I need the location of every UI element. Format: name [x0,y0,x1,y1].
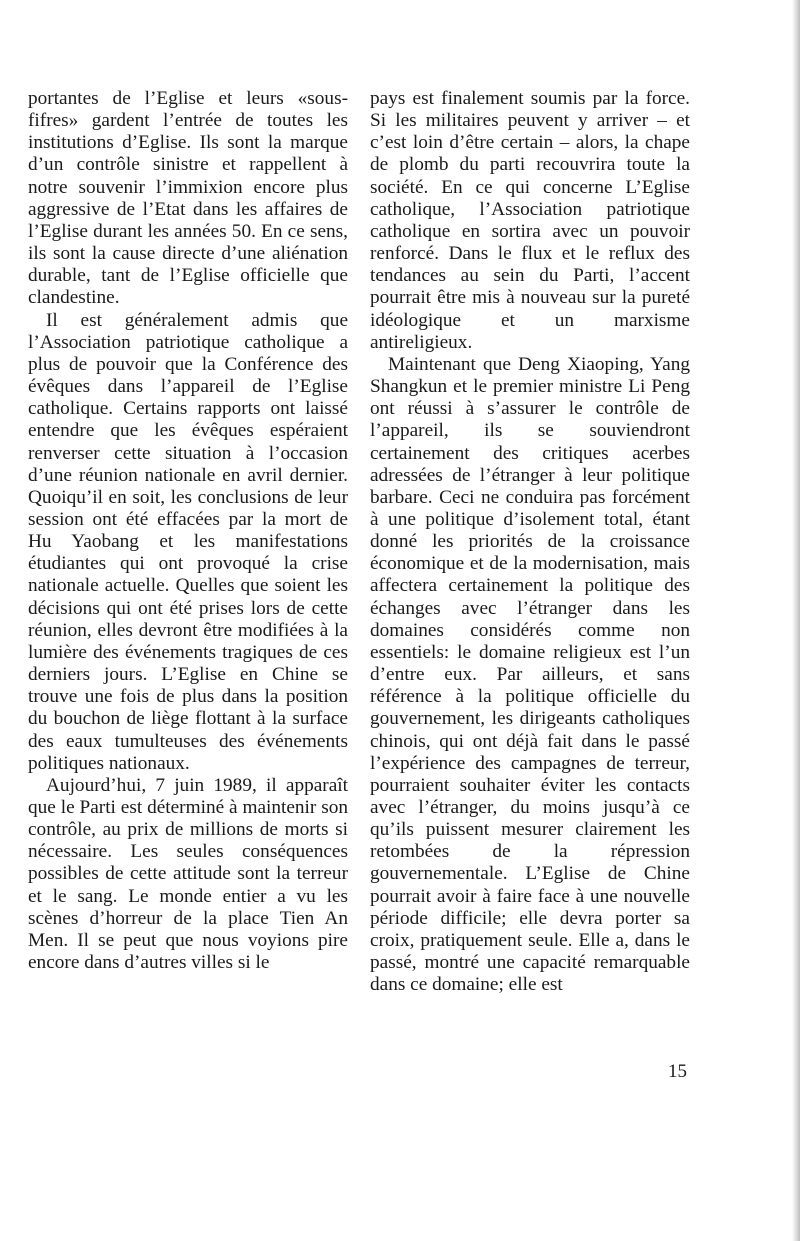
page-number: 15 [668,1061,687,1082]
page-edge-shadow [792,0,800,1241]
paragraph: portantes de l’Eglise et leurs «sous-fifres» gardent l’entrée de toutes les institutions d’Eglise. Ils sont la marque d’un contrôle sinistre et rappellent à notre souvenir l’immixion encore plus aggressive de l’Etat dans les affaires de l’Eglise durant les années 50. En ce sens, ils sont la cause directe d’une aliénation durable, tant de l’Eglise officielle que clandestine. [28,88,348,309]
paragraph: Aujourd’hui, 7 juin 1989, il apparaît que le Parti est déterminé à maintenir son contrôle, au prix de millions de morts si nécessaire. Les seules conséquences possibles de cette attitude sont la terreur et le sang. Le monde entier a vu les scènes d’horreur de la place Tien An Men. Il se peut que nous voyions pire encore dans d’autres villes si le [28,774,348,974]
left-column [28,88,348,974]
paragraph: Maintenant que Deng Xiaoping, Yang Shangkun et le premier ministre Li Peng ont réussi à s’assurer le contrôle de l’appareil, ils se souviendront certainement des critiques acerbes adressées de l’étranger à leur politique barbare. Ceci ne conduira pas forcément à une politique d’isolement total, étant donné les priorités de la croissance économique et de la modernisation, mais affectera certainement la politique des échanges avec l’étranger dans les domaines considérés comme non essentiels: le domaine religieux est l’un d’entre eux. Par ailleurs, et sans référence à la politique officielle du gouvernement, les dirigeants catholiques chinois, qui ont déjà fait dans le passé l’expérience des campagnes de terreur, pourraient souhaiter éviter les contacts avec l’étranger, du moins jusqu’à ce qu’ils puissent mesurer clairement les retombées de la répression gouvernementale. L’Eglise de Chine pourrait avoir à faire face à une nouvelle période difficile; elle devra porter sa croix, pratiquement seule. Elle a, dans le passé, montré une capacité remarquable dans ce domaine; elle est [370,353,690,996]
right-column [370,88,690,996]
paragraph: Il est généralement admis que l’Association patriotique catholique a plus de pouvoir que la Conférence des évêques dans l’appareil de l’Eglise catholique. Certains rapports ont laissé entendre que les évêques espéraient renverser cette situation à l’occasion d’une réunion nationale en avril dernier. Quoiqu’il en soit, les conclusions de leur session ont été effacées par la mort de Hu Yaobang et les manifestations étudiantes qui ont provoqué la crise nationale actuelle. Quelles que soient les décisions qui ont été prises lors de cette réunion, elles devront être modifiées à la lumière des événements tragiques de ces derniers jours. L’Eglise en Chine se trouve une fois de plus dans la position du bouchon de liège flottant à la surface des eaux tumulteuses des événements politiques nationaux. [28,309,348,774]
paragraph: pays est finalement soumis par la force. Si les militaires peuvent y arriver – et c’est loin d’être certain – alors, la chape de plomb du parti recouvrira toute la société. En ce qui concerne L’Eglise catholique, l’Association patriotique catholique en sortira avec un pouvoir renforcé. Dans le flux et le reflux des tendances au sein du Parti, l’accent pourrait être mis à nouveau sur la pureté idéologique et un marxisme antireligieux. [370,88,690,353]
